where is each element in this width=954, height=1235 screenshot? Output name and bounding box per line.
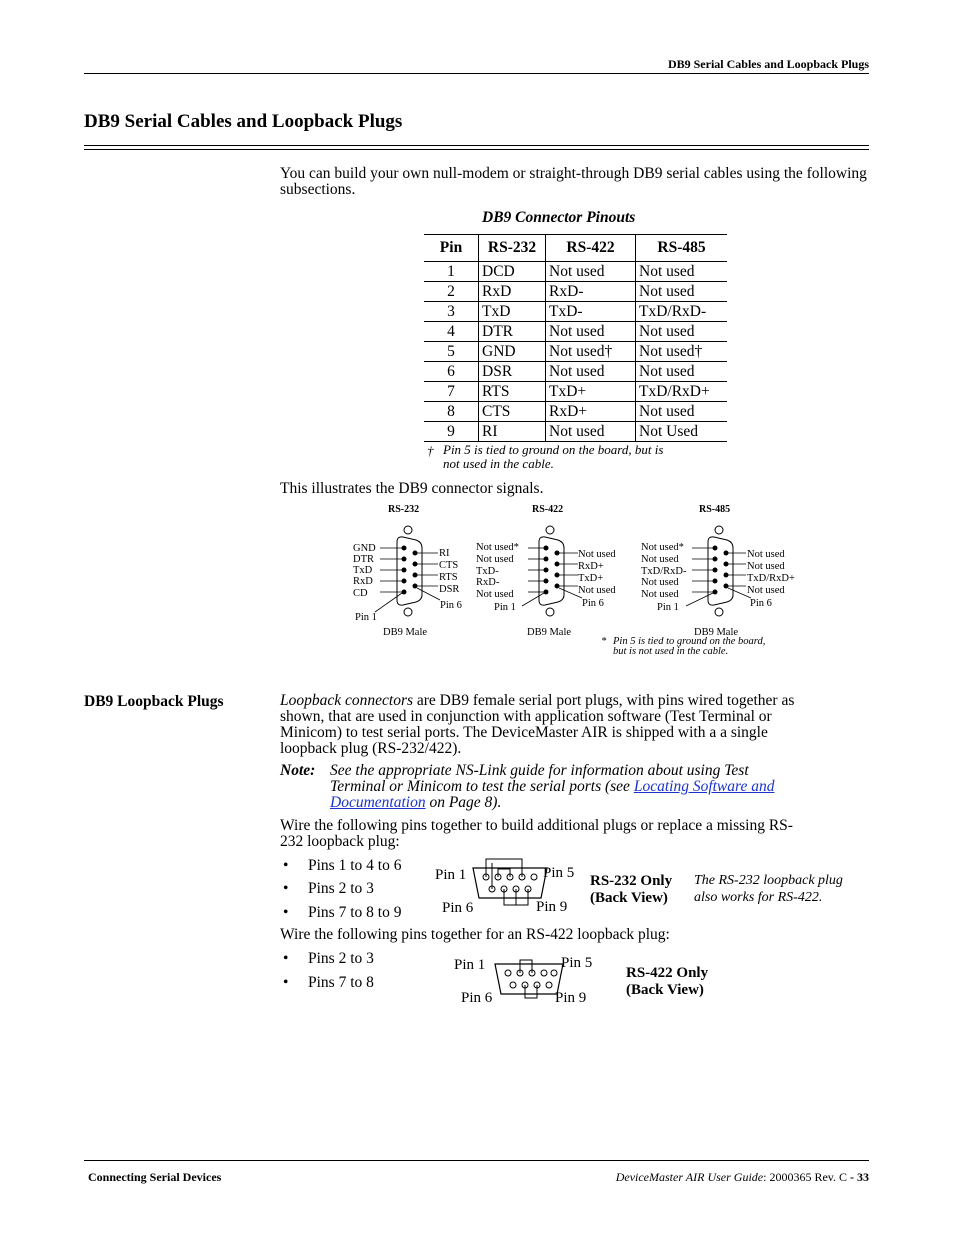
signal-label: Not used (476, 589, 514, 600)
rs232-diagram (353, 504, 462, 638)
table-cell: DCD (479, 262, 546, 282)
loopback-heading: DB9 Loopback Plugs (84, 693, 224, 710)
list-item: Pins 1 to 4 to 6 (308, 857, 402, 874)
mount-hole (404, 526, 412, 534)
side-note-line: The RS-232 loopback plug (694, 873, 843, 888)
note-text (330, 763, 875, 811)
plug-label-line: RS-422 Only (626, 965, 709, 981)
table-cell: Not used (546, 362, 636, 382)
signal-label: Not used (641, 554, 679, 565)
rs485-right-labels (747, 549, 795, 596)
table-cell: Not used (546, 322, 636, 342)
table-cell: 2 (424, 282, 479, 302)
table-cell: RxD (479, 282, 546, 302)
db9-male-caption: DB9 Male (527, 627, 572, 638)
plug-label-line: (Back View) (590, 890, 668, 906)
pin-dots (713, 546, 729, 595)
loopback-paragraph (280, 693, 872, 757)
title-rule-bottom (84, 149, 869, 150)
table-cell: DSR (479, 362, 546, 382)
footer-guide-title: DeviceMaster AIR User Guide (615, 1170, 764, 1184)
rs232-title: RS-232 (388, 504, 420, 515)
signal-label: RTS (439, 572, 458, 583)
signal-label: TxD/RxD+ (747, 573, 795, 584)
list-item: Pins 7 to 8 to 9 (308, 904, 402, 921)
pin1-label: Pin 1 (355, 612, 377, 623)
rs422-diagram (476, 504, 616, 638)
table-row (424, 402, 727, 422)
signal-label: TxD- (476, 566, 499, 577)
title-rule-top (84, 145, 869, 146)
running-header: DB9 Serial Cables and Loopback Plugs (667, 57, 869, 71)
rs232-plug-label (590, 873, 672, 907)
paragraph-line: 232 loopback plug: (280, 833, 400, 850)
footnote-line: not used in the cable. (443, 456, 554, 471)
table-cell: CTS (479, 402, 546, 422)
table-row (424, 262, 727, 282)
jumper-wires (520, 960, 537, 998)
table-cell: 3 (424, 302, 479, 322)
list-item: Pins 2 to 3 (308, 950, 374, 967)
pin1-label: Pin 1 (494, 602, 516, 613)
table-footnote (443, 443, 663, 471)
connector-shell (708, 537, 733, 605)
documentation-link[interactable]: Documentation (330, 794, 426, 811)
col-header: RS-422 (546, 235, 636, 262)
signal-label: Not used (747, 561, 785, 572)
table-cell: RxD- (546, 282, 636, 302)
signal-label: TxD+ (578, 573, 604, 584)
table-cell: Not used (636, 262, 728, 282)
bullet-glyph: • (283, 974, 289, 991)
pin5-label: Pin 5 (561, 955, 593, 971)
signal-label: CD (353, 588, 368, 599)
col-header: Pin (424, 235, 479, 262)
signal-label: Not used (747, 549, 785, 560)
rs422-left-labels (476, 542, 519, 600)
wire232-paragraph (280, 818, 875, 850)
footer-revision: : 2000365 Rev. C (763, 1170, 850, 1184)
note-line: See the appropriate NS-Link guide for information about using Test (330, 762, 749, 779)
paragraph-line: loopback plug (RS-232/422). (280, 740, 462, 757)
table-cell: Not used (546, 422, 636, 442)
rs422-plug-diagram (450, 948, 620, 1013)
footnote-line: Pin 5 is tied to ground on the board, but is (443, 442, 664, 457)
mount-hole (546, 608, 554, 616)
list-item: Pins 2 to 3 (308, 880, 374, 897)
header-rule (84, 73, 869, 74)
table-cell: 4 (424, 322, 479, 342)
signal-label: RI (439, 548, 450, 559)
rs422-right-labels (578, 549, 616, 596)
lead-lines (686, 548, 751, 606)
pin6-label: Pin 6 (461, 990, 493, 1006)
diagram-footnote-line: Pin 5 is tied to ground on the board, (613, 636, 766, 647)
rs232-left-labels (353, 543, 376, 599)
wire422-paragraph: Wire the following pins together for an RS-422 loopback plug: (280, 926, 670, 943)
note-line-text: on Page 8). (425, 794, 502, 811)
signal-label: DSR (439, 584, 460, 595)
rs232-plug-diagram (430, 855, 590, 920)
col-header: RS-232 (479, 235, 546, 262)
table-cell: Not used (546, 262, 636, 282)
pin1-label: Pin 1 (657, 602, 679, 613)
table-caption: DB9 Connector Pinouts (482, 209, 636, 226)
table-header-row (424, 235, 727, 262)
mount-hole (715, 608, 723, 616)
table-cell: RTS (479, 382, 546, 402)
pin9-label: Pin 9 (555, 990, 587, 1006)
rs485-diagram (641, 504, 795, 638)
mount-hole (404, 608, 412, 616)
pin6-label: Pin 6 (442, 900, 474, 916)
rs232-plug-side-note (694, 872, 843, 906)
pin6-label: Pin 6 (582, 598, 604, 609)
signal-label: CTS (439, 560, 459, 571)
table-cell: TxD+ (546, 382, 636, 402)
bullet-glyph: • (283, 857, 289, 874)
signal-label: TxD/RxD- (641, 566, 687, 577)
footer-doc-info (616, 1170, 869, 1185)
signal-label: RxD- (476, 577, 500, 588)
rs485-title: RS-485 (699, 504, 731, 515)
side-note-line: also works for RS-422. (694, 890, 823, 905)
signal-label: GND (353, 543, 376, 554)
pin-dots (402, 546, 418, 595)
pin-dots (544, 546, 560, 595)
table-cell: 1 (424, 262, 479, 282)
table-cell: Not used (636, 322, 728, 342)
table-row (424, 422, 727, 442)
line-text: are DB9 female serial port plugs, with pins wired together as (413, 692, 795, 709)
lead-lines (522, 548, 582, 606)
bullet-glyph: • (283, 950, 289, 967)
loopback-term: Loopback connectors (280, 692, 414, 709)
locating-software-link[interactable]: Locating Software and (633, 778, 775, 795)
paragraph-line (280, 693, 872, 709)
table-cell: TxD/RxD+ (636, 382, 728, 402)
table-cell: DTR (479, 322, 546, 342)
intro-paragraph: You can build your own null-modem or straight-through DB9 serial cables using the following subsections. (280, 165, 867, 198)
diagram-footnote-mark: * (601, 636, 607, 647)
paragraph-line: shown, that are used in conjunction with application software (Test Terminal or (280, 708, 772, 725)
mount-hole (546, 526, 554, 534)
table-cell: Not used† (636, 342, 728, 362)
plug-shell (495, 964, 563, 994)
table-cell: 5 (424, 342, 479, 362)
signal-label: Not used (747, 585, 785, 596)
note-line (330, 795, 875, 811)
table-cell: 8 (424, 402, 479, 422)
note-line-text: Terminal or Minicom to test the serial ports (see (330, 778, 634, 795)
footer-chapter: Connecting Serial Devices (88, 1170, 222, 1184)
table-row (424, 362, 727, 382)
footer-rule (84, 1160, 869, 1161)
table-cell: TxD (479, 302, 546, 322)
table-row (424, 282, 727, 302)
section-title: DB9 Serial Cables and Loopback Plugs (84, 111, 403, 132)
signal-label: Not used* (476, 542, 519, 553)
table-cell: Not used (636, 362, 728, 382)
plug-label-line: (Back View) (626, 982, 704, 998)
mount-hole (715, 526, 723, 534)
connector-shell (539, 537, 564, 605)
table-row (424, 322, 727, 342)
rs232-right-labels (439, 548, 459, 595)
table-cell: 7 (424, 382, 479, 402)
col-header: RS-485 (636, 235, 728, 262)
plug-label-line: RS-232 Only (590, 873, 673, 889)
signal-label: Not used (578, 549, 616, 560)
signal-label: RxD+ (578, 561, 604, 572)
paragraph-line: Wire the following pins together to build additional plugs or replace a missing RS- (280, 817, 793, 834)
pin6-label: Pin 6 (440, 600, 462, 611)
table-footnote-mark: † (427, 443, 434, 458)
signal-label: TxD (353, 565, 373, 576)
pin1-label: Pin 1 (435, 867, 467, 883)
pin1-label: Pin 1 (454, 957, 486, 973)
signal-label: Not used (641, 589, 679, 600)
note-label: Note: (280, 762, 316, 779)
footer-page-number: - 33 (850, 1170, 869, 1184)
signal-label: Not used (641, 577, 679, 588)
table-cell: RI (479, 422, 546, 442)
connector-shell (397, 537, 422, 605)
table-cell: Not used† (546, 342, 636, 362)
table-cell: Not Used (636, 422, 728, 442)
table-cell: Not used (636, 282, 728, 302)
rs422-plug-label (626, 965, 708, 999)
db9-male-caption: DB9 Male (694, 627, 739, 638)
table-cell: GND (479, 342, 546, 362)
table-row (424, 342, 727, 362)
db9-male-caption: DB9 Male (383, 627, 428, 638)
signal-label: DTR (353, 554, 374, 565)
rs485-left-labels (641, 542, 687, 600)
bullet-glyph: • (283, 904, 289, 921)
table-cell: 9 (424, 422, 479, 442)
signal-label: RxD (353, 576, 373, 587)
paragraph-line: Minicom) to test serial ports. The DeviceMaster AIR is shipped with a a single (280, 724, 768, 741)
illustration-intro: This illustrates the DB9 connector signals. (280, 480, 544, 497)
table-cell: TxD/RxD- (636, 302, 728, 322)
note-line (330, 779, 875, 795)
pin9-label: Pin 9 (536, 899, 568, 915)
rs422-title: RS-422 (532, 504, 564, 515)
pin5-label: Pin 5 (543, 865, 575, 881)
signal-label: Not used (476, 554, 514, 565)
table-cell: TxD- (546, 302, 636, 322)
table-row (424, 302, 727, 322)
pin6-label: Pin 6 (750, 598, 772, 609)
connector-diagrams (340, 500, 860, 660)
table-cell: Not used (636, 402, 728, 422)
plug-pins (505, 970, 557, 988)
diagram-footnote-line: but is not used in the cable. (613, 646, 729, 657)
signal-label: Not used* (641, 542, 684, 553)
table-cell: RxD+ (546, 402, 636, 422)
table-cell: 6 (424, 362, 479, 382)
bullet-glyph: • (283, 880, 289, 897)
table-row (424, 382, 727, 402)
lead-lines (375, 548, 440, 612)
list-item: Pins 7 to 8 (308, 974, 374, 991)
signal-label: Not used (578, 585, 616, 596)
pinouts-table (424, 234, 727, 442)
